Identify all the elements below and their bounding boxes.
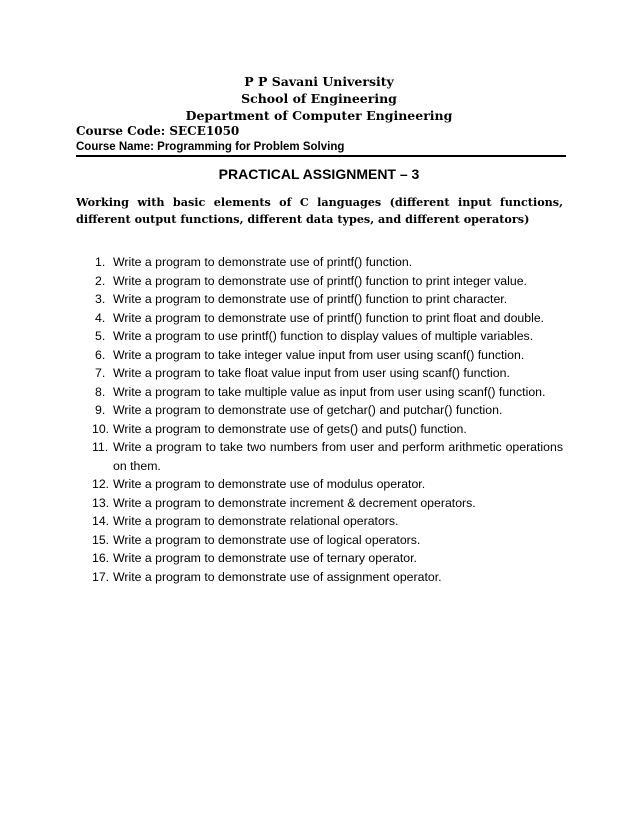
list-item-text: Write a program to demonstrate relational operators. — [113, 514, 399, 528]
university-name: P P Savani University — [244, 74, 394, 89]
list-item — [76, 549, 563, 568]
course-code: Course Code: SECE1050 — [76, 124, 240, 138]
list-item — [76, 438, 563, 475]
list-item-number: 9. — [95, 403, 106, 417]
list-item-number: 14. — [92, 514, 110, 528]
list-item — [76, 383, 563, 402]
list-item — [76, 272, 563, 291]
list-item — [76, 512, 563, 531]
department-name: Department of Computer Engineering — [185, 108, 453, 123]
list-item-number: 3. — [95, 292, 106, 306]
list-item-number: 17. — [92, 569, 110, 584]
list-item-text: Write a program to take two numbers from user and perform arithmetic operations on them. — [113, 440, 563, 473]
list-item-number: 6. — [95, 347, 106, 362]
list-item-text: Write a program to demonstrate use of modulus operator. — [113, 477, 426, 491]
list-item-number: 12. — [92, 477, 110, 491]
list-item-text: Write a program to demonstrate use of ternary operator. — [113, 551, 417, 565]
list-item — [76, 309, 563, 328]
list-item-text: Write a program to demonstrate use of printf() function to print character. — [113, 292, 508, 306]
list-item-number: 7. — [95, 366, 106, 380]
list-item-text: Write a program to take integer value input from user using scanf() function. — [113, 347, 525, 362]
list-item-text: Write a program to demonstrate use of printf() function. — [113, 255, 413, 269]
list-item — [76, 420, 563, 439]
list-item — [76, 531, 563, 550]
list-item-number: 5. — [95, 329, 106, 343]
list-item-text: Write a program to take multiple value as input from user using scanf() function. — [113, 384, 546, 399]
list-item — [76, 475, 563, 494]
list-item — [76, 568, 563, 587]
list-item-number: 4. — [95, 310, 106, 325]
list-item-number: 2. — [95, 273, 106, 288]
list-item — [76, 253, 563, 272]
list-item-number: 1. — [95, 255, 106, 269]
list-item-text: Write a program to demonstrate use of assignment operator. — [113, 569, 442, 584]
list-item-number: 10. — [92, 421, 110, 436]
assignment-intro: Working with basic elements of C languages (different input functions, different output functions, different data types, and different operators) — [76, 195, 563, 226]
school-name: School of Engineering — [241, 91, 397, 106]
course-name: Course Name: Programming for Problem Solving — [76, 141, 345, 153]
list-item-number: 8. — [95, 384, 106, 399]
list-item-number: 16. — [92, 551, 110, 565]
list-item-text: Write a program to demonstrate use of gets() and puts() function. — [113, 421, 467, 436]
list-item-text: Write a program to demonstrate use of getchar() and putchar() function. — [113, 403, 503, 417]
list-item — [76, 364, 563, 383]
assignment-title: PRACTICAL ASSIGNMENT – 3 — [218, 166, 420, 182]
list-item-text: Write a program to demonstrate increment & decrement operators. — [113, 495, 476, 510]
list-item-number: 11. — [92, 440, 109, 454]
task-list — [76, 253, 563, 586]
list-item — [76, 346, 563, 365]
list-item-text: Write a program to take float value input from user using scanf() function. — [113, 366, 510, 380]
list-item — [76, 494, 563, 513]
list-item — [76, 290, 563, 309]
header-divider — [76, 155, 566, 157]
list-item-number: 15. — [92, 532, 110, 547]
list-item — [76, 401, 563, 420]
list-item — [76, 327, 563, 346]
list-item-text: Write a program to use printf() function to display values of multiple variables. — [113, 329, 534, 343]
list-item-text: Write a program to demonstrate use of logical operators. — [113, 532, 421, 547]
list-item-text: Write a program to demonstrate use of printf() function to print float and double. — [113, 310, 545, 325]
list-item-number: 13. — [92, 495, 110, 510]
list-item-text: Write a program to demonstrate use of printf() function to print integer value. — [113, 273, 527, 288]
